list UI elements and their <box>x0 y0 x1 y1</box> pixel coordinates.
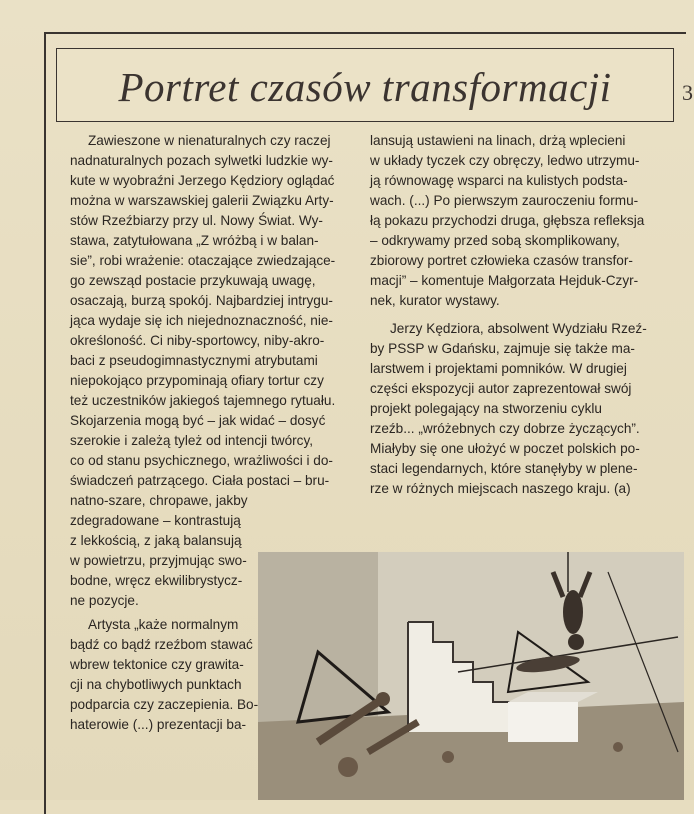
col1-line: jąca wydaje się ich niejednoznaczność, nie- <box>70 313 333 328</box>
col1-line: podparcia czy zaczepienia. Bo- <box>70 697 259 712</box>
col2-line: ją równowagę wsparci na kulistych podsta- <box>370 173 628 188</box>
col1-line: szerokie i zależą tyleż od intencji twórcy, <box>70 433 314 448</box>
col1-line: zdegradowane – kontrastują <box>70 513 241 528</box>
col1-line: stów Rzeźbiarzy przy ul. Nowy Świat. Wy- <box>70 213 323 228</box>
neighbor-column-fragment: 3 <box>682 80 693 105</box>
col1-line: go zewsząd postacie przykuwają uwagę, <box>70 273 316 288</box>
col1-line: nadnaturalnych pozach sylwetki ludzkie wy- <box>70 153 333 168</box>
col2-line: łą pokazu przychodzi druga, głębsza refleksja <box>370 213 645 228</box>
col2-line: – odkrywamy przed sobą skomplikowany, <box>370 233 620 248</box>
col2-line: Miałyby się one ułożyć w poczet polskich po- <box>370 441 640 456</box>
col2-line: staci legendarnych, które stanęłyby w plene- <box>370 461 638 476</box>
col1-line: Artysta „każe normalnym <box>88 617 239 632</box>
col1-line: baci z pseudogimnastycznymi atrybutami <box>70 353 318 368</box>
col2-line: wach. (...) Po pierwszym zauroczeniu formu- <box>370 193 639 208</box>
col2-line: rze w różnych miejscach naszego kraju. (a) <box>370 481 631 496</box>
col2-line: w układy tyczek czy obręczy, ledwo utrzymu- <box>370 153 640 168</box>
col1-line: świadczeń patrzącego. Ciała postaci – bru- <box>70 473 330 488</box>
article-title: Portret czasów transformacji <box>118 64 612 110</box>
col1-line: określoność. Ci niby-sportowcy, niby-akro- <box>70 333 325 348</box>
col2-line: Jerzy Kędziora, absolwent Wydziału Rzeź- <box>390 321 647 336</box>
sculpture-gallery-illustration <box>258 552 684 800</box>
col2-line: macji” – komentuje Małgorzata Hejduk-Czyr- <box>370 273 639 288</box>
col1-line: wbrew tektonice czy grawita- <box>70 657 244 672</box>
col1-line: w powietrzu, przyjmując swo- <box>70 553 247 568</box>
col2-line: projekt polegający na stworzeniu cyklu <box>370 401 602 416</box>
col2-line: rzeźb... „wróżebnych czy dobrze życzących”. <box>370 421 640 436</box>
col2-line: zbiorowy portret człowieka czasów transfor- <box>370 253 633 268</box>
col1-line: też uczestników jakiegoś tajemnego rytuału. <box>70 393 336 408</box>
col1-line: z lekkością, z jaką balansują <box>70 533 242 548</box>
col1-line: Skojarzenia mogą być – jak widać – dosyć <box>70 413 326 428</box>
col1-line: cji na chybotliwych punktach <box>70 677 242 692</box>
col1-line: ne pozycje. <box>70 593 139 608</box>
col1-line: Zawieszone w nienaturalnych czy raczej <box>88 133 331 148</box>
col1-line: stawa, zatytułowana „Z wróżbą i w balan- <box>70 233 319 248</box>
col1-line: co od stanu psychicznego, wrażliwości i do- <box>70 453 333 468</box>
col2-line: by PSSP w Gdańsku, zajmuje się także ma- <box>370 341 635 356</box>
col1-line: bądź co bądź rzeźbom stawać <box>70 637 253 652</box>
col1-line: kute w wyobraźni Jerzego Kędziory oglądać <box>70 173 335 188</box>
col1-line: niepokojąco przypominają ofiary tortur czy <box>70 373 324 388</box>
col2-line: larstwem i projektami pomników. W drugiej <box>370 361 627 376</box>
col1-line: można w warszawskiej galerii Związku Arty- <box>70 193 334 208</box>
col1-line: osaczają, burzą spokój. Najbardziej intrygu- <box>70 293 333 308</box>
col1-line: bodne, wręcz ekwilibrystycz- <box>70 573 243 588</box>
col2-line: części ekspozycji autor zaprezentował swój <box>370 381 632 396</box>
col1-line: sie”, robi wrażenie: otaczające zwiedzające- <box>70 253 336 268</box>
exhibition-photo <box>258 552 684 800</box>
title-box <box>56 48 674 122</box>
col2-line: nek, kurator wystawy. <box>370 293 500 308</box>
col2-line: lansują ustawieni na linach, drżą wplecieni <box>370 133 626 148</box>
col1-line: natno-szare, chropawe, jakby <box>70 493 248 508</box>
col1-line: haterowie (...) prezentacji ba- <box>70 717 247 732</box>
